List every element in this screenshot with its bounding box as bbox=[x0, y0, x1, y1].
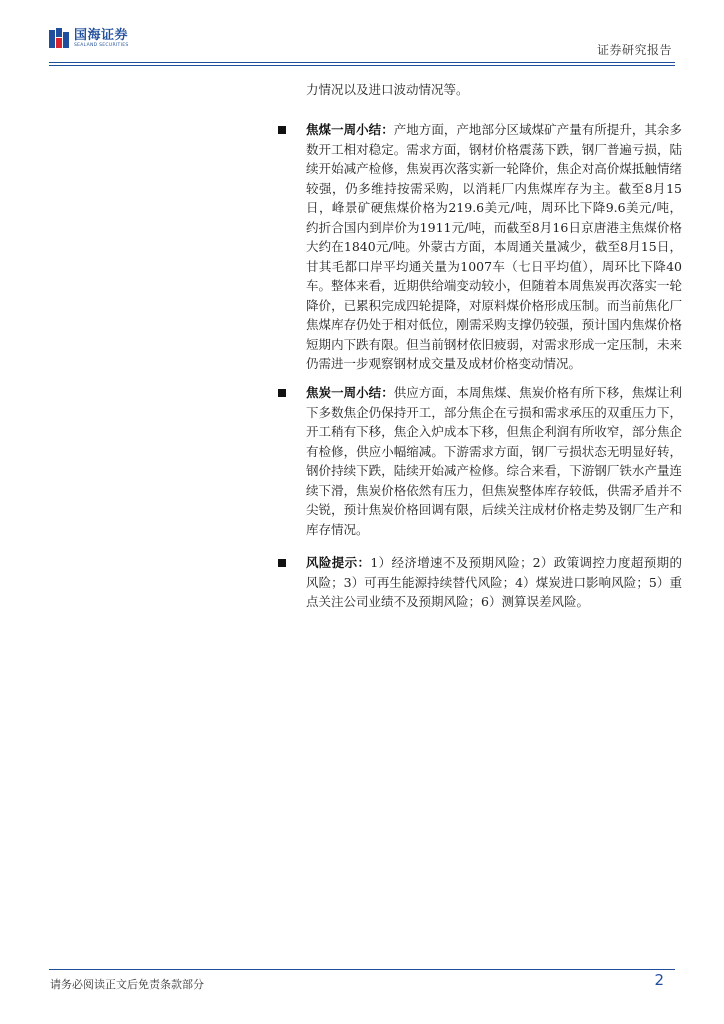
page-number: 2 bbox=[654, 971, 664, 989]
footer-divider bbox=[49, 969, 675, 970]
section-text: 供应方面，本周焦煤、焦炭价格有所下移，焦煤让利下多数焦企仍保持开工，部分焦企在亏损和需求承压的双重压力下，开工稍有下移，焦企入炉成本下移，但焦企利润有所收窄，部分焦企有检修，供应小幅缩减。下游需求方面，钢厂亏损状态无明显好转，钢价持续下跌，陆续开始减产检修。综合来看，下游钢厂铁水产量连续下滑，焦炭价格依然有压力，但焦炭整体库存较低，供需矛盾并不尖锐，预计焦炭价格回调有限，后续关注成材价格走势及钢厂生产和库存情况。 bbox=[306, 385, 682, 537]
section-lead: 风险提示： bbox=[306, 555, 371, 570]
header-divider bbox=[49, 62, 675, 63]
risk-warning bbox=[306, 553, 682, 612]
header-divider-thin bbox=[49, 65, 675, 66]
bullet-square-icon bbox=[278, 126, 286, 134]
report-type-label: 证券研究报告 bbox=[596, 43, 672, 57]
section-text: 产地方面，产地部分区域煤矿产量有所提升，其余多数开工相对稳定。需求方面，钢材价格震荡下跌，钢厂普遍亏损，陆续开始减产检修，焦炭再次落实新一轮降价，焦企对高价煤抵触情绪较强，仍多维持按需采购，以消耗厂内焦煤库存为主。截至8月15日，峰景矿硬焦煤价格为219.6美元/吨，周环比下降9.6美元/吨，约折合国内到岸价为1911元/吨，而截至8月16日京唐港主焦煤价格大约在1840元/吨。外蒙古方面，本周通关量减少，截至8月15日，甘其毛都口岸平均通关量为1007车（七日平均值），周环比下降40车。整体来看，近期供给端变动较小，但随着本周焦炭再次落实一轮降价，已累积完成四轮提降，对原料煤价格形成压制。而当前焦化厂焦煤库存仍处于相对低位，刚需采购支撑仍较强，预计国内焦煤价格短期内下跌有限。但当前钢材依旧疲弱，对需求形成一定压制，未来仍需进一步观察钢材成交量及成材价格变动情况。 bbox=[306, 122, 682, 371]
section-text: 1）经济增速不及预期风险；2）政策调控力度超预期的风险；3）可再生能源持续替代风险；4）煤炭进口影响风险；5）重点关注公司业绩不及预期风险；6）测算误差风险。 bbox=[306, 555, 682, 609]
page-header bbox=[0, 0, 724, 66]
section-lead: 焦炭一周小结： bbox=[306, 385, 394, 400]
sealand-logo-icon bbox=[49, 28, 69, 50]
logo-name-cn: 国海证券 bbox=[74, 28, 129, 43]
coke-summary bbox=[306, 383, 682, 539]
company-logo bbox=[49, 28, 129, 50]
coking-coal-summary bbox=[306, 120, 682, 374]
logo-name-en: SEALAND SECURITIES bbox=[74, 43, 129, 48]
continuation-paragraph: 力情况以及进口波动情况等。 bbox=[306, 82, 469, 97]
bullet-square-icon bbox=[278, 389, 286, 397]
footer-disclaimer: 请务必阅读正文后免责条款部分 bbox=[50, 978, 204, 991]
section-lead: 焦煤一周小结： bbox=[306, 122, 394, 137]
bullet-square-icon bbox=[278, 559, 286, 567]
